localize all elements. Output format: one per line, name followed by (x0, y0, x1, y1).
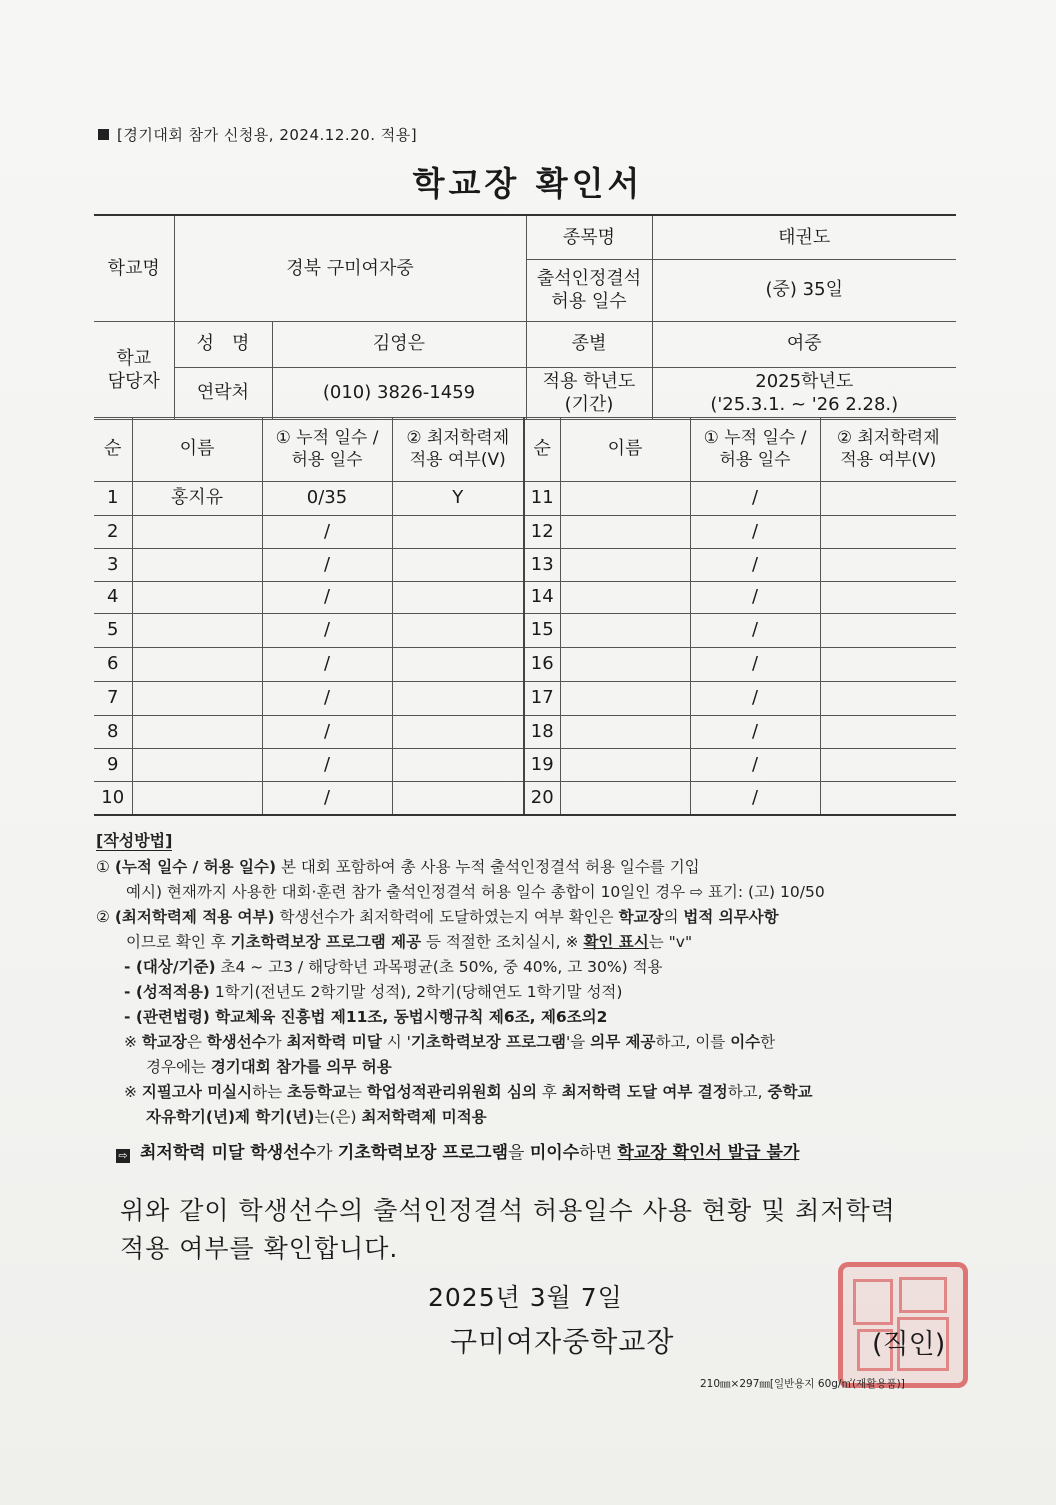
name-header-2: 이름 (560, 418, 690, 482)
name-cell (560, 614, 690, 648)
days-cell: / (690, 682, 820, 716)
remark-1-b1: 학교장 (141, 1033, 187, 1051)
days-cell: / (690, 549, 820, 582)
info-table (94, 214, 956, 420)
days-cell: / (690, 648, 820, 682)
warning-t2: 을 (508, 1143, 530, 1163)
seq-cell: 4 (94, 582, 132, 614)
bullet-law-text: - (관련법령) 학교체육 진흥법 제11조, 동법시행규칙 제6조, 제6조의2 (124, 1008, 608, 1026)
circle-one-icon: ① (96, 858, 110, 876)
table-row (94, 648, 956, 682)
arrow-box-icon: ⇨ (116, 1149, 130, 1163)
name-cell (132, 749, 262, 782)
min-cell (392, 682, 524, 716)
min-cell (820, 749, 956, 782)
year-label-line2: (기간) (564, 394, 614, 415)
table-row (94, 482, 956, 516)
days-header-2 (690, 418, 820, 482)
bullet-target-heading: - (대상/기준) (124, 958, 216, 976)
warning-b2: 기초학력보장 프로그램 (337, 1143, 509, 1163)
table-row (94, 614, 956, 648)
warning-t3: 하면 (579, 1143, 618, 1163)
min-cell (392, 516, 524, 549)
manager-label (94, 321, 174, 419)
days-cell: / (690, 516, 820, 549)
min-cell (820, 782, 956, 815)
event-label: 종목명 (526, 215, 652, 259)
days-cell: / (690, 749, 820, 782)
table-row (94, 516, 956, 549)
min-header-line1: ② 최저학력제 (406, 428, 510, 449)
year-value-line1: 2025학년도 (755, 370, 854, 392)
note-1-text: 본 대회 포함하여 총 사용 누적 출석인정결석 허용 일수를 기입 (276, 858, 700, 876)
days-cell: 0/35 (262, 482, 392, 516)
note-2-line2 (96, 930, 962, 955)
contact-label: 연락처 (174, 367, 272, 419)
name-cell (560, 682, 690, 716)
remark-2-b5: 중학교 (767, 1083, 813, 1101)
name-cell (132, 516, 262, 549)
min-cell (820, 549, 956, 582)
days-cell: / (690, 614, 820, 648)
bullet-law (96, 1005, 962, 1030)
days-cell: / (262, 682, 392, 716)
remark-2-line2 (96, 1105, 962, 1130)
note-2 (96, 905, 962, 930)
days-cell: / (262, 614, 392, 648)
name-cell (560, 749, 690, 782)
paper-spec-note: 210㎜×297㎜[일반용지 60g/㎡(재활용품)] (700, 1378, 905, 1390)
bullet-grades (96, 980, 962, 1005)
remark-1-t5: 하고, 이를 (655, 1033, 731, 1051)
min-cell (392, 782, 524, 815)
days-cell: / (690, 782, 820, 815)
bullet-target (96, 955, 962, 980)
min-header-2 (820, 418, 956, 482)
days-header (262, 418, 392, 482)
name-cell (132, 782, 262, 815)
days-cell: / (262, 716, 392, 749)
table-row (94, 716, 956, 749)
form-header (98, 124, 417, 145)
note-2-text-c: 의 (663, 908, 684, 926)
allowed-days-label-line2: 허용 일수 (551, 291, 627, 312)
seq-header: 순 (94, 418, 132, 482)
name-cell (132, 716, 262, 749)
note-2-heading: (최저학력제 적용 여부) (114, 908, 275, 926)
remark-2-line2-t1: 는(은) (314, 1108, 362, 1126)
warning-line (116, 1138, 799, 1163)
note-2-line2-c: 는 "v" (648, 933, 693, 951)
remark-2-t2: 는 (346, 1083, 367, 1101)
name-value: 김영은 (272, 321, 526, 367)
remark-2-t4: 하고, (727, 1083, 768, 1101)
name-cell (560, 782, 690, 815)
table-header-row (94, 418, 956, 482)
min-header (392, 418, 524, 482)
days-cell: / (262, 648, 392, 682)
allowed-days-label (526, 259, 652, 321)
bullet-target-text: 초4 ~ 고3 / 해당학년 과목평균(초 50%, 중 40%, 고 30%) 적용 (215, 958, 663, 976)
min-cell (392, 749, 524, 782)
seq-cell: 10 (94, 782, 132, 815)
days-cell: / (690, 716, 820, 749)
remark-1-line2 (96, 1055, 962, 1080)
seq-cell: 18 (524, 716, 560, 749)
days-header-line2: 허용 일수 (291, 449, 363, 470)
table-row (94, 582, 956, 614)
note-2-line2-underline: 확인 표시 (583, 933, 649, 951)
note-2-line2-a: 이므로 확인 후 (126, 933, 231, 951)
remark-1-line2-a: 경우에는 (146, 1058, 211, 1076)
note-2-bold-d: 법적 의무사항 (683, 908, 779, 926)
division-value: 여중 (652, 321, 956, 367)
warning-underlined: 학교장 확인서 발급 불가 (617, 1143, 800, 1163)
seq-cell: 8 (94, 716, 132, 749)
seq-cell: 6 (94, 648, 132, 682)
name-cell (560, 549, 690, 582)
note-2-bold-b: 학교장 (618, 908, 664, 926)
remark-2-b2: 초등학교 (287, 1083, 347, 1101)
days-header-2-line1: ① 누적 일수 / (703, 428, 807, 449)
remark-1-t3: 시 ' (381, 1033, 411, 1051)
min-header-line2: 적용 여부(V) (409, 449, 506, 470)
seal-label: (직인) (872, 1329, 946, 1360)
min-header-2-line2: 적용 여부(V) (840, 449, 937, 470)
remark-1-line2-b: 경기대회 참가를 의무 허용 (210, 1058, 392, 1076)
name-cell (132, 648, 262, 682)
min-cell (392, 549, 524, 582)
days-cell: / (262, 516, 392, 549)
name-cell (132, 582, 262, 614)
name-cell (132, 549, 262, 582)
remark-1-b5: 의무 제공 (590, 1033, 656, 1051)
remark-1-t2: 가 (266, 1033, 287, 1051)
seq-header-2: 순 (524, 418, 560, 482)
days-cell: / (690, 482, 820, 516)
remark-2 (96, 1080, 962, 1105)
seq-cell: 11 (524, 482, 560, 516)
document-title: 학교장 확인서 (412, 164, 644, 203)
table-row (94, 682, 956, 716)
seq-cell: 16 (524, 648, 560, 682)
min-cell (392, 582, 524, 614)
days-header-2-line2: 허용 일수 (719, 449, 791, 470)
remark-2-b3: 학업성적관리위원회 심의 (366, 1083, 537, 1101)
year-label-line1: 적용 학년도 (542, 370, 636, 392)
confirmation-line1: 위와 같이 학생선수의 출석인정결석 허용일수 사용 현황 및 최저학력 (120, 1196, 896, 1225)
remark-1-t6: 한 (760, 1033, 776, 1051)
seq-cell: 2 (94, 516, 132, 549)
min-cell (392, 648, 524, 682)
min-header-2-line1: ② 최저학력제 (836, 428, 940, 449)
table-row (94, 749, 956, 782)
contact-value: (010) 3826-1459 (272, 367, 526, 419)
min-cell (820, 682, 956, 716)
name-cell (132, 682, 262, 716)
square-bullet-icon (98, 129, 109, 140)
min-cell (820, 614, 956, 648)
seq-cell: 1 (94, 482, 132, 516)
reference-mark-icon: ※ (124, 1033, 142, 1051)
seq-cell: 19 (524, 749, 560, 782)
seq-cell: 15 (524, 614, 560, 648)
bullet-grades-heading: - (성적적용) (124, 983, 210, 1001)
remark-2-b4: 최저학력 도달 여부 결정 (561, 1083, 728, 1101)
remark-1-b3: 최저학력 미달 (286, 1033, 382, 1051)
year-value (652, 367, 956, 419)
remark-2-t1: 하는 (252, 1083, 288, 1101)
seq-cell: 20 (524, 782, 560, 815)
remark-2-t3: 후 (536, 1083, 562, 1101)
seq-cell: 5 (94, 614, 132, 648)
student-table (94, 417, 956, 816)
seq-cell: 3 (94, 549, 132, 582)
name-cell (560, 648, 690, 682)
note-1-example: 예시) 현재까지 사용한 대회·훈련 참가 출석인정결석 허용 일수 총합이 10일인 경우 ⇨ 표기: (고) 10/50 (126, 883, 825, 901)
name-cell: 홍지유 (132, 482, 262, 516)
table-row (94, 549, 956, 582)
instructions-title (96, 828, 172, 853)
note-2-text-a: 학생선수가 최저학력에 도달하였는지 여부 확인은 (274, 908, 619, 926)
division-label: 종별 (526, 321, 652, 367)
instructions (96, 828, 962, 1130)
name-label: 성 명 (174, 321, 272, 367)
min-cell (820, 716, 956, 749)
allowed-days-value: (중) 35일 (652, 259, 956, 321)
year-label (526, 367, 652, 419)
name-cell (132, 614, 262, 648)
remark-1-t4: '을 (566, 1033, 591, 1051)
issue-date: 2025년 3월 7일 (428, 1283, 623, 1312)
reference-mark-icon: ※ (124, 1083, 142, 1101)
seq-cell: 7 (94, 682, 132, 716)
days-cell: / (262, 782, 392, 815)
school-value: 경북 구미여자중 (174, 215, 526, 321)
remark-1 (96, 1030, 962, 1055)
warning-b1: 최저학력 미달 학생선수 (140, 1143, 317, 1163)
event-value: 태권도 (652, 215, 956, 259)
note-1-heading: (누적 일수 / 허용 일수) (114, 858, 277, 876)
name-cell (560, 582, 690, 614)
days-cell: / (690, 582, 820, 614)
seq-cell: 14 (524, 582, 560, 614)
min-cell (392, 614, 524, 648)
remark-1-b4: 기초학력보장 프로그램 (410, 1033, 567, 1051)
seal-glyph (853, 1279, 893, 1325)
table-row (94, 782, 956, 815)
name-cell (560, 482, 690, 516)
year-value-line2: ('25.3.1. ~ '26 2.28.) (710, 394, 899, 415)
confirmation-statement (120, 1192, 960, 1268)
remark-1-b6: 이수 (730, 1033, 761, 1051)
manager-label-line1: 학교 (116, 347, 152, 369)
confirmation-line2: 적용 여부를 확인합니다. (120, 1234, 399, 1263)
remark-1-b2: 학생선수 (206, 1033, 267, 1051)
bullet-grades-text: 1학기(전년도 2학기말 성적), 2학기(당해연도 1학기말 성적) (209, 983, 623, 1001)
note-2-line2-b: 등 적절한 조치실시, ※ (421, 933, 584, 951)
note-2-line2-bold: 기초학력보장 프로그램 제공 (230, 933, 422, 951)
remark-1-t1: 은 (186, 1033, 207, 1051)
circle-two-icon: ② (96, 908, 110, 926)
min-cell: Y (392, 482, 524, 516)
note-1 (96, 855, 962, 880)
seq-cell: 9 (94, 749, 132, 782)
remark-2-b1: 지필고사 미실시 (141, 1083, 253, 1101)
warning-b3: 미이수 (529, 1143, 580, 1163)
min-cell (392, 716, 524, 749)
min-cell (820, 582, 956, 614)
instructions-title-text: [작성방법] (96, 831, 173, 850)
principal-name: 구미여자중학교장 (450, 1325, 675, 1358)
name-header: 이름 (132, 418, 262, 482)
days-cell: / (262, 749, 392, 782)
seq-cell: 13 (524, 549, 560, 582)
min-cell (820, 482, 956, 516)
remark-2-line2-b1: 자유학기(년)제 학기(년) (146, 1108, 315, 1126)
min-cell (820, 648, 956, 682)
warning-t1: 가 (316, 1143, 338, 1163)
days-cell: / (262, 549, 392, 582)
days-header-line1: ① 누적 일수 / (275, 428, 379, 449)
remark-2-line2-b2: 최저학력제 미적용 (361, 1108, 487, 1126)
seq-cell: 12 (524, 516, 560, 549)
name-cell (560, 516, 690, 549)
min-cell (820, 516, 956, 549)
manager-label-line2: 담당자 (107, 371, 160, 392)
seal-glyph (899, 1277, 947, 1313)
days-cell: / (262, 582, 392, 614)
school-label: 학교명 (94, 215, 174, 321)
allowed-days-label-line1: 출석인정결석 (536, 267, 642, 289)
name-cell (560, 716, 690, 749)
seq-cell: 17 (524, 682, 560, 716)
form-header-text: [경기대회 참가 신청용, 2024.12.20. 적용] (117, 126, 418, 144)
